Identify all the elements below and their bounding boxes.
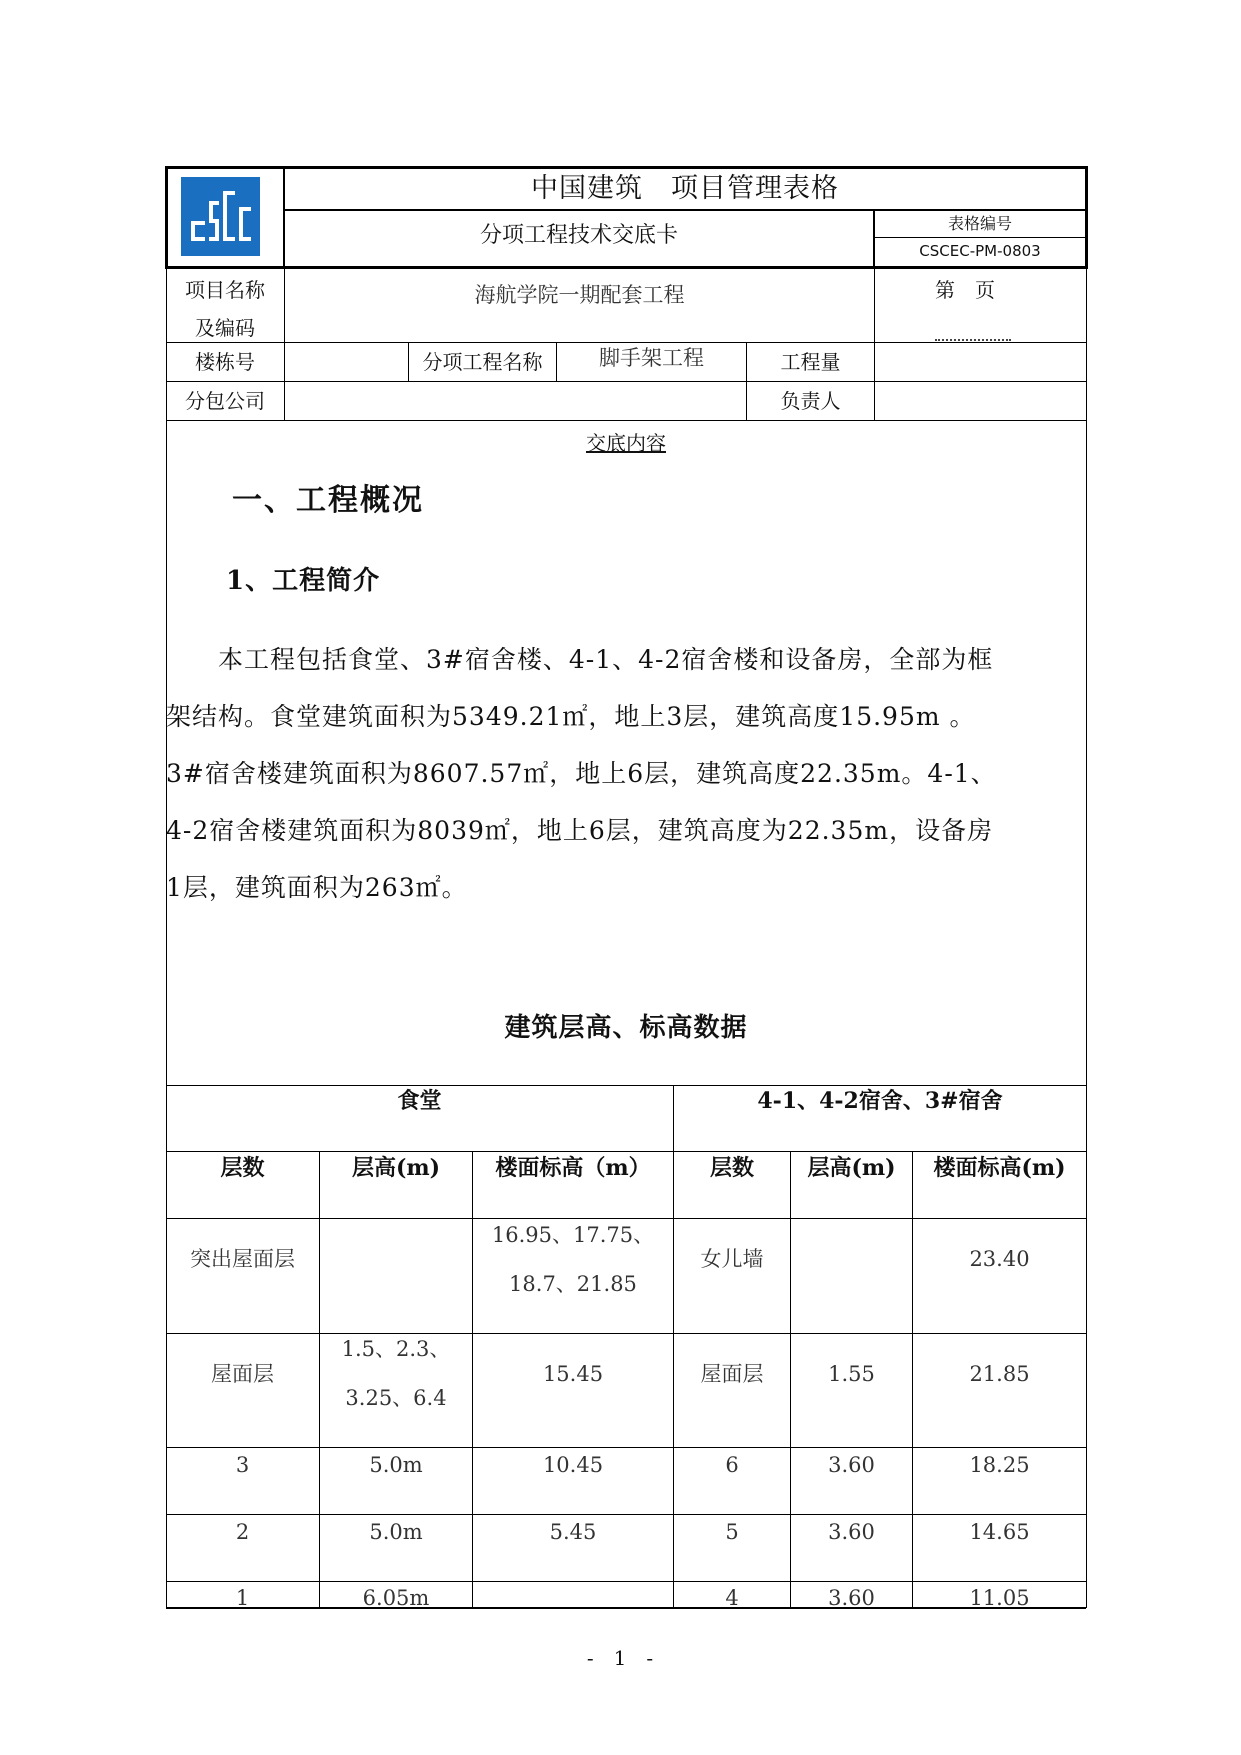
table-row-5-clip — [166, 1582, 1086, 1607]
table-title: 建筑层高、标高数据 — [504, 1013, 748, 1043]
cell-r2-floor-2: 屋面层 — [700, 1362, 764, 1386]
cell-r3-height: 5.0m — [369, 1453, 423, 1477]
cell-r2-height-line1: 1.5、2.3、 — [341, 1337, 451, 1361]
paragraph-line-2: 架结构。食堂建筑面积为5349.21㎡，地上3层，建筑高度15.95m 。 — [166, 702, 976, 731]
org-title: 中国建筑 项目管理表格 — [531, 173, 839, 204]
page-count-clipped — [935, 337, 1025, 342]
subitem-value: 脚手架工程 — [599, 346, 704, 370]
cell-r1-elevation-line1: 16.95、17.75、 — [491, 1223, 655, 1247]
cell-r3-height-2: 3.60 — [828, 1453, 875, 1477]
paragraph-line-5: 1层，建筑面积为263㎡。 — [166, 873, 468, 902]
cell-r4-elevation-2: 14.65 — [969, 1520, 1030, 1544]
page-number: - 1 - — [586, 1646, 654, 1670]
col-header-height: 层高(m) — [351, 1155, 441, 1181]
cell-r1-elevation-line2: 18.7、21.85 — [509, 1272, 637, 1296]
cell-r5-elevation-2: 11.05 — [969, 1586, 1030, 1607]
paragraph-line-3: 3#宿舍楼建筑面积为8607.57㎡，地上6层，建筑高度22.35m。4-1、 — [166, 759, 997, 788]
cell-r3-floor: 3 — [235, 1453, 250, 1477]
cell-r2-floor: 屋面层 — [211, 1362, 274, 1386]
form-number-label: 表格编号 — [947, 214, 1012, 233]
cell-r5-floor: 1 — [235, 1586, 250, 1607]
project-name-label: 项目名称 — [185, 278, 265, 302]
cell-r3-floor-2: 6 — [725, 1453, 739, 1477]
section-title: 一、工程概况 — [232, 483, 424, 518]
cell-r2-height-line2: 3.25、6.4 — [345, 1386, 447, 1410]
col-header-floor: 层数 — [220, 1155, 265, 1181]
form-number: CSCEC-PM-0803 — [919, 242, 1041, 260]
group-header-dorms: 4-1、4-2宿舍、3#宿舍 — [757, 1088, 1003, 1114]
cell-r4-height: 5.0m — [369, 1520, 423, 1544]
cell-r5-height: 6.05m — [362, 1586, 430, 1607]
cell-r4-floor-2: 5 — [725, 1520, 739, 1544]
form-title: 分项工程技术交底卡 — [479, 223, 678, 248]
cell-r1-floor-2: 女儿墙 — [700, 1247, 764, 1271]
cscec-logo — [181, 177, 260, 256]
subitem-label: 分项工程名称 — [422, 350, 543, 374]
col-header-elevation-2: 楼面标高(m) — [933, 1155, 1066, 1181]
cell-r5-floor-2: 4 — [725, 1586, 739, 1607]
group-header-canteen: 食堂 — [397, 1088, 442, 1114]
quantity-label: 工程量 — [780, 350, 841, 374]
owner-label: 负责人 — [780, 389, 841, 413]
cell-r4-elevation: 5.45 — [549, 1520, 597, 1544]
content-heading: 交底内容 — [586, 431, 666, 455]
building-label: 楼栋号 — [195, 350, 255, 374]
cell-r1-elevation-2: 23.40 — [969, 1247, 1030, 1271]
cell-r2-height-2: 1.55 — [828, 1362, 875, 1386]
project-name-value: 海航学院一期配套工程 — [474, 283, 685, 307]
cell-r2-elevation-2: 21.85 — [969, 1362, 1030, 1386]
paragraph-line-4: 4-2宿舍楼建筑面积为8039㎡，地上6层，建筑高度为22.35m，设备房 — [166, 816, 994, 845]
cell-r3-elevation-2: 18.25 — [969, 1453, 1030, 1477]
cell-r5-height-2: 3.60 — [828, 1586, 875, 1607]
paragraph-line-1: 本工程包括食堂、3#宿舍楼、4-1、4-2宿舍楼和设备房，全部为框 — [166, 645, 994, 674]
cell-r4-floor: 2 — [235, 1520, 250, 1544]
cell-r4-height-2: 3.60 — [828, 1520, 875, 1544]
page-label: 第 页 — [935, 278, 995, 302]
subsection-title: 1、工程简介 — [226, 566, 381, 596]
cell-r1-floor: 突出屋面层 — [190, 1247, 295, 1271]
cell-r2-elevation: 15.45 — [542, 1362, 604, 1386]
col-header-floor-2: 层数 — [709, 1155, 754, 1181]
project-code-label: 及编码 — [195, 316, 255, 340]
col-header-elevation: 楼面标高（m） — [495, 1155, 651, 1181]
cell-r3-elevation: 10.45 — [542, 1453, 604, 1477]
col-header-height-2: 层高(m) — [807, 1155, 896, 1181]
logo-mark-icon — [181, 177, 260, 256]
subcontractor-label: 分包公司 — [185, 389, 265, 413]
